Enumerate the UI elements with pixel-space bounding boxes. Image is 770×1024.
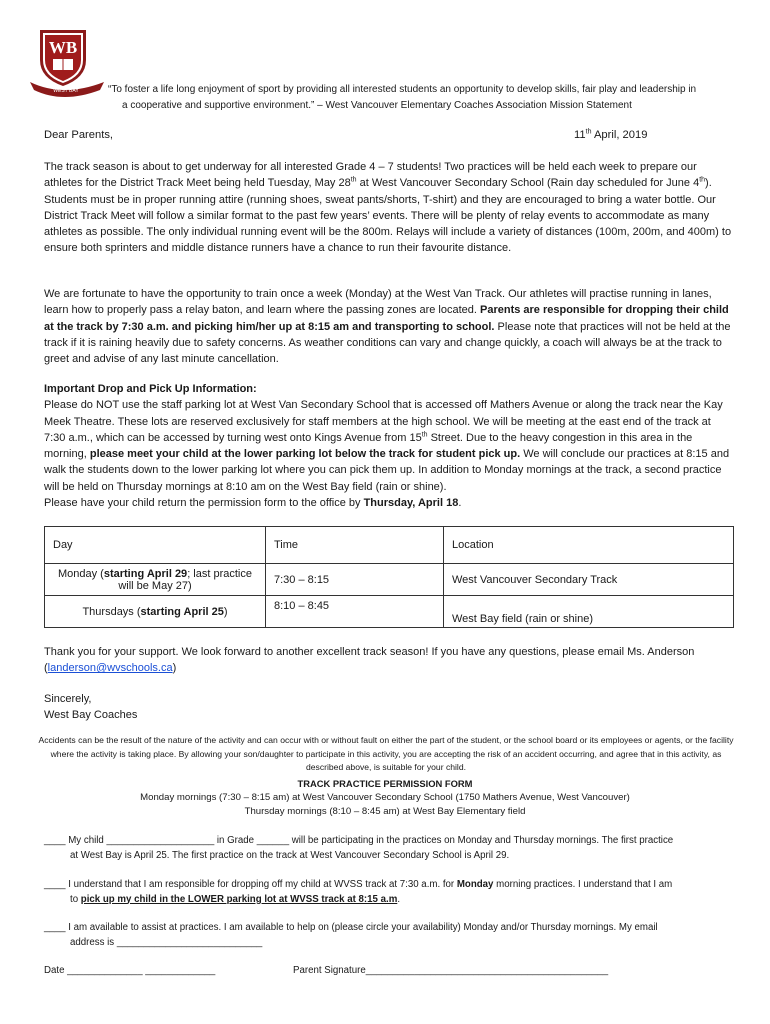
mission-line-1: “To foster a life long enjoyment of sport by providing all interested students an opportunity to develop skills, fair play and leadership in <box>108 84 697 95</box>
table-header-row <box>45 527 734 564</box>
form-volunteer-line[interactable]: ____ I am available to assist at practices. I am available to help on (please circle your availability) Monday and/or Thursday mornings. My email address is ___________________________ <box>44 922 658 948</box>
closing-block <box>44 691 137 724</box>
greeting: Dear Parents, <box>44 129 114 141</box>
form-subtitle: Monday mornings (7:30 – 8:15 am) at West Vancouver Secondary School (1750 Mathers Avenue, West Vancouver) Thursday mornings (8:10 – 8:45 am) at West Bay Elementary field <box>140 792 630 817</box>
form-consent-line[interactable]: ____ My child ____________________ in Grade ______ will be participating in the practices on Monday and Thursday mornings. The first practice at West Bay is April 25. The first practice on the track at West Vancouver Secondary School is April 29. <box>44 835 674 861</box>
row-thursday-time: 8:10 – 8:45 <box>266 596 444 628</box>
parent-signature-field[interactable]: Parent Signature_____________________________________________ <box>293 965 609 976</box>
signoff: West Bay Coaches <box>44 709 138 722</box>
closing: Sincerely, <box>44 693 92 705</box>
table-row <box>45 564 734 596</box>
email-link[interactable]: landerson@wvschools.ca <box>47 662 173 675</box>
paragraph-track-season: The track season is about to get underway for all interested Grade 4 – 7 students! Two practices will be held each week to prepare our athletes for the District Track Meet being held Tuesday, May 28th at West Vancouver Secondary School (Rain day scheduled for June 4th). Students must be in proper running attire (running shoes, sweat pants/shorts, T-shirt) and they are encouraged to bring a water bottle. Our District Track Meet will follow a similar format to the past few years’ events. There will be plenty of relay events to accommodate as many athletes as possible. The only individual running event will be the 800m. Relays will include a variety of distances (100m, 200m, and 400m) to ensure both sprinters and middle distance runners have a chance to run their favourite distance. <box>44 161 732 255</box>
disclaimer: Accidents can be the result of the nature of the activity and can occur with or without fault on either the part of the student, or the school board or its employees or agents, or the facility where the activity is taking place. By allowing your son/daughter to participate in this activity, you are accepting the risk of an accident occurring, and agree that in this activity, as described above, is suitable for your child. <box>38 735 734 772</box>
svg-text:WEST BAY: WEST BAY <box>53 88 79 94</box>
header-location: Location <box>444 527 734 564</box>
mission-line-2: a cooperative and supportive environment.” – West Vancouver Elementary Coaches Association Mission Statement <box>122 99 632 111</box>
mission-statement <box>108 82 748 113</box>
svg-text:WB: WB <box>48 38 78 57</box>
row-monday-day: Monday (starting April 29; last practice will be May 27) <box>45 564 266 596</box>
west-bay-crest-logo <box>26 26 108 100</box>
row-thursday-day: Thursdays (starting April 25) <box>45 596 266 628</box>
form-responsibility-line[interactable]: ____ I understand that I am responsible for dropping off my child at WVSS track at 7:30 a.m. for Monday morning practices. I understand that I am to pick up my child in the LOWER parking lot at WVSS track at 8:15 a.m. <box>44 879 673 905</box>
paragraph-training: We are fortunate to have the opportunity to train once a week (Monday) at the West Van Track. Our athletes will practise running in lanes, learn how to properly pass a relay baton, and learn where the passing zones are located. Parents are responsible for dropping their child at the track by 7:30 a.m. and picking him/her up at 8:15 am and transporting to school. Please note that practices will not be held at the track if it is raining heavily due to safety concerns. As weather conditions can vary and change quickly, a coach will always be at the track to greet and advise of any last minute cancellation. <box>44 288 731 366</box>
drop-pickup-heading: Important Drop and Pick Up Information: <box>44 383 257 395</box>
row-thursday-location: West Bay field (rain or shine) <box>444 596 734 628</box>
thank-you-paragraph: Thank you for your support. We look forward to another excellent track season! If you have any questions, please email Ms. Anderson (landerson@wvschools.ca) <box>44 646 695 675</box>
letter-date: 11th April, 2019 <box>574 128 648 141</box>
row-monday-time: 7:30 – 8:15 <box>266 564 444 596</box>
practice-schedule-table <box>44 526 734 628</box>
header-time: Time <box>266 527 444 564</box>
row-monday-location: West Vancouver Secondary Track <box>444 564 734 596</box>
paragraph-drop-pickup: Important Drop and Pick Up Information: Please do NOT use the staff parking lot at West Van Secondary School that is accessed off Mathers Avenue or along the track near the Kay Meek Theatre. These lots are reserved exclusively for staff members at the high school. We will be meeting at the east end of the track at 7:30 a.m., which can be accessed by turning west onto Kings Avenue from 15th Street. Due to the heavy congestion in this area in the morning, please meet your child at the lower parking lot below the track for student pick up. We will conclude our practices at 8:15 and walk the students down to the lower parking lot where you can pick them up. In addition to Monday mornings at the track, a second practice will be held on Thursday mornings at 8:10 am on the West Bay field (rain or shine). Please have your child return the permission form to the office by Thursday, April 18. <box>44 381 734 511</box>
table-row <box>45 596 734 628</box>
date-field[interactable]: Date ______________ _____________ <box>44 965 216 976</box>
header-day: Day <box>45 527 266 564</box>
form-title: TRACK PRACTICE PERMISSION FORM <box>297 778 473 789</box>
